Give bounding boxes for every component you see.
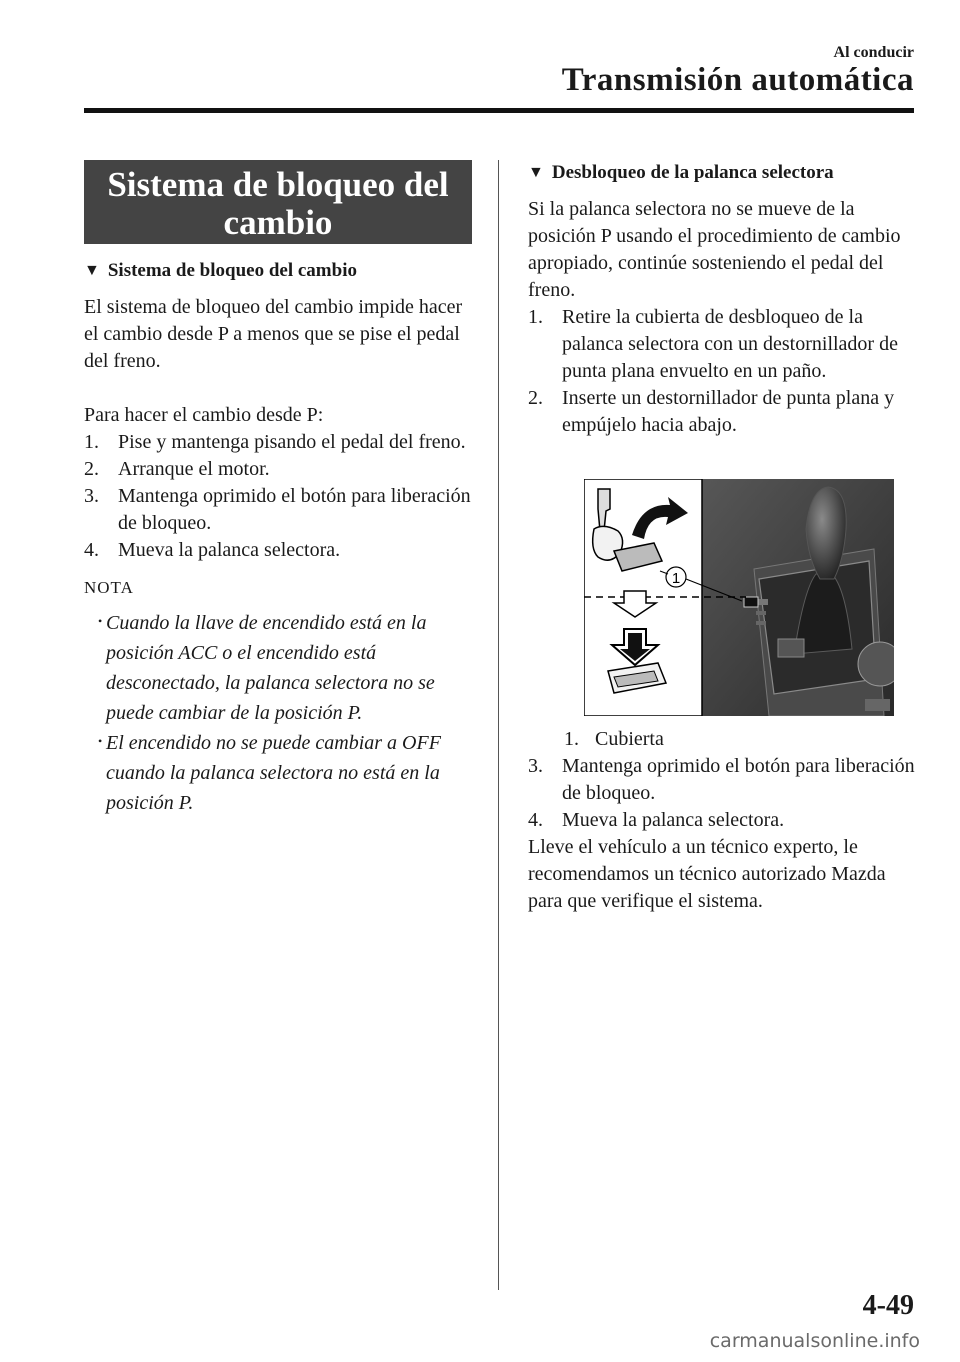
caption-text: Cubierta (595, 728, 664, 750)
watermark: carmanualsonline.info (709, 1330, 920, 1352)
column-divider (498, 160, 499, 1290)
step-text: Retire la cubierta de desbloqueo de la palanca selectora con un destornillador de punta plana envuelto en un paño. (562, 306, 898, 382)
triangle-down-icon: ▼ (528, 164, 544, 181)
shift-steps-list (84, 429, 472, 564)
list-item (528, 753, 918, 807)
step-text: Arranque el motor. (118, 458, 270, 480)
step-number: 3. (528, 755, 543, 777)
note-text: El encendido no se puede cambiar a OFF cuando la palanca selectora no está en la posición P. (106, 732, 441, 814)
selector-lever-illustration (584, 479, 894, 716)
step-number: 4. (84, 539, 99, 561)
step-text: Mueva la palanca selectora. (562, 809, 785, 831)
triangle-down-icon: ▼ (84, 262, 100, 279)
release-steps-list-continued (528, 753, 918, 834)
step-text: Pise y mantenga pisando el pedal del freno. (118, 431, 466, 453)
intro-paragraph: Si la palanca selectora no se mueve de la posición P usando el procedimiento de cambio apropiado, continúe sosteniendo el pedal del freno. (528, 198, 901, 301)
list-item (98, 608, 472, 728)
step-text: Mueva la palanca selectora. (118, 539, 341, 561)
list-item (528, 807, 918, 834)
step-number: 2. (84, 458, 99, 480)
intro-paragraph: El sistema de bloqueo del cambio impide hacer el cambio desde P a menos que se pise el pedal del freno. (84, 296, 463, 372)
chapter-title: Transmisión automática (561, 62, 914, 98)
left-column (84, 160, 472, 818)
subhead-text: Sistema de bloqueo del cambio (107, 260, 357, 281)
bullet-icon: • (98, 614, 103, 628)
list-item (528, 385, 918, 439)
caption-number: 1. (564, 728, 579, 750)
subhead-shift-lock (84, 260, 472, 282)
release-steps-list (528, 304, 918, 439)
list-item (84, 429, 472, 456)
header-rule (84, 108, 914, 113)
notes-list (84, 608, 472, 818)
step-number: 1. (84, 431, 99, 453)
list-item (84, 537, 472, 564)
closing-paragraph: Lleve el vehículo a un técnico experto, le recomendamos un técnico autorizado Mazda para que verifique el sistema. (528, 836, 886, 912)
subhead-text: Desbloqueo de la palanca selectora (551, 162, 834, 183)
list-item (84, 483, 472, 537)
step-text: Inserte un destornillador de punta plana y empújelo hacia abajo. (562, 387, 895, 436)
step-text: Mantenga oprimido el botón para liberación de bloqueo. (118, 485, 471, 534)
steps-intro: Para hacer el cambio desde P: (84, 404, 324, 426)
note-label: NOTA (84, 578, 134, 597)
right-column (528, 160, 918, 915)
note-text: Cuando la llave de encendido está en la posición ACC o el encendido está desconectado, la palanca selectora no se puede cambiar de la posición P. (106, 612, 435, 724)
subhead-selector-release (528, 162, 918, 184)
list-item (528, 304, 918, 385)
page-number: 4-49 (862, 1290, 914, 1321)
bullet-icon: • (98, 734, 103, 748)
step-text: Mantenga oprimido el botón para liberación de bloqueo. (562, 755, 915, 804)
section-label: Al conducir (833, 44, 914, 61)
figure-caption (564, 726, 918, 753)
step-number: 2. (528, 387, 543, 409)
list-item (98, 728, 472, 818)
illustration-svg (584, 479, 894, 716)
step-number: 3. (84, 485, 99, 507)
step-number: 4. (528, 809, 543, 831)
list-item (84, 456, 472, 483)
step-number: 1. (528, 306, 543, 328)
section-banner: Sistema de bloqueo del cambio (84, 160, 472, 244)
callout-label: 1 (671, 570, 681, 587)
